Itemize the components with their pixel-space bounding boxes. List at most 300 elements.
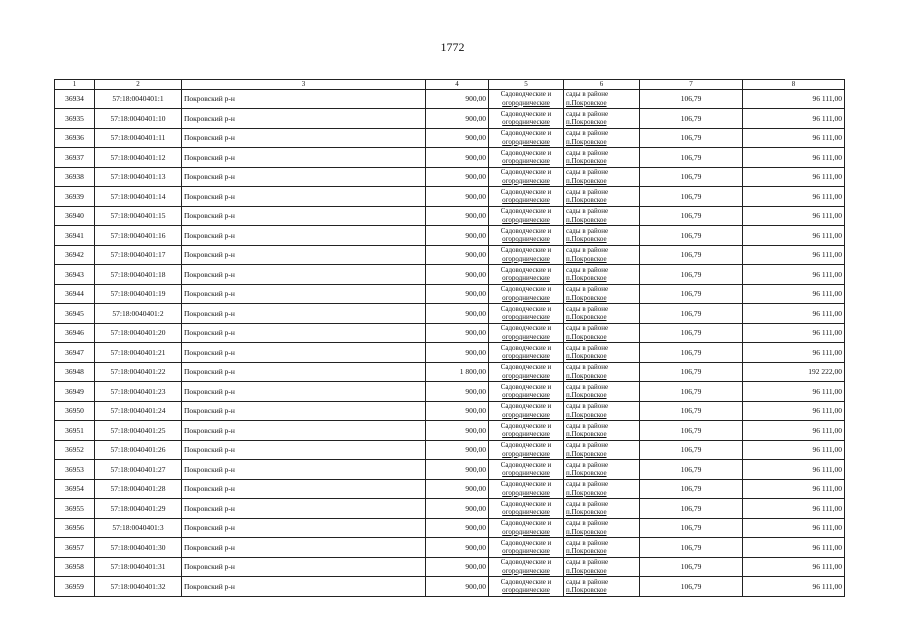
row-number-cell: 36938 <box>55 167 95 187</box>
area-cell: 900,00 <box>426 148 489 168</box>
purpose-line-1: Садоводческие и <box>500 129 552 138</box>
purpose-line-1: Садоводческие и <box>500 402 552 411</box>
area-cell: 900,00 <box>426 128 489 148</box>
purpose-line-1: Садоводческие и <box>500 285 552 294</box>
purpose-line-2: огороднические <box>502 566 550 575</box>
district-cell: Покровский р-н <box>182 148 426 168</box>
cadastral-rate-cell: 106,79 <box>640 109 743 129</box>
purpose-line-1: Садоводческие и <box>500 168 552 177</box>
land-use-cell <box>489 362 564 382</box>
land-use-cell <box>489 206 564 226</box>
purpose-line-2: огороднические <box>502 215 550 224</box>
table-row <box>55 226 845 246</box>
cadastral-number-cell: 57:18:0040401:27 <box>95 460 182 480</box>
area-cell: 900,00 <box>426 304 489 324</box>
cadastral-number-cell: 57:18:0040401:12 <box>95 148 182 168</box>
location-cell <box>564 148 640 168</box>
location-cell <box>564 187 640 207</box>
table-row <box>55 518 845 538</box>
cadastral-rate-cell: 106,79 <box>640 323 743 343</box>
cadastral-number-cell: 57:18:0040401:30 <box>95 538 182 558</box>
area-cell: 900,00 <box>426 499 489 519</box>
purpose-line-1: Садоводческие и <box>500 577 552 586</box>
location-line-1: сады в районе <box>566 538 609 547</box>
table-row <box>55 265 845 285</box>
purpose-line-1: Садоводческие и <box>500 441 552 450</box>
location-line-2: п.Покровское <box>566 176 607 185</box>
row-number-cell: 36953 <box>55 460 95 480</box>
table-row <box>55 382 845 402</box>
row-number-cell: 36946 <box>55 323 95 343</box>
cadastral-number-cell: 57:18:0040401:26 <box>95 440 182 460</box>
table-row <box>55 343 845 363</box>
cadastral-rate-cell: 106,79 <box>640 479 743 499</box>
purpose-line-2: огороднические <box>502 157 550 166</box>
cadastral-value-cell: 96 111,00 <box>743 479 845 499</box>
purpose-line-1: Садоводческие и <box>500 538 552 547</box>
purpose-line-2: огороднические <box>502 235 550 244</box>
cadastral-rate-cell: 106,79 <box>640 206 743 226</box>
purpose-line-1: Садоводческие и <box>500 421 552 430</box>
land-use-cell <box>489 577 564 597</box>
cadastral-rate-cell: 106,79 <box>640 557 743 577</box>
purpose-line-2: огороднические <box>502 391 550 400</box>
land-use-cell <box>489 187 564 207</box>
location-line-2: п.Покровское <box>566 196 607 205</box>
cadastral-number-cell: 57:18:0040401:15 <box>95 206 182 226</box>
purpose-line-2: огороднические <box>502 469 550 478</box>
purpose-line-2: огороднические <box>502 176 550 185</box>
location-line-2: п.Покровское <box>566 352 607 361</box>
cadastral-number-cell: 57:18:0040401:18 <box>95 265 182 285</box>
row-number-cell: 36954 <box>55 479 95 499</box>
location-line-1: сады в районе <box>566 441 609 450</box>
cadastral-number-cell: 57:18:0040401:22 <box>95 362 182 382</box>
purpose-line-1: Садоводческие и <box>500 304 552 313</box>
cadastral-number-cell: 57:18:0040401:13 <box>95 167 182 187</box>
land-use-cell <box>489 401 564 421</box>
cadastral-value-cell: 96 111,00 <box>743 518 845 538</box>
purpose-line-1: Садоводческие и <box>500 265 552 274</box>
cadastral-rate-cell: 106,79 <box>640 382 743 402</box>
location-line-2: п.Покровское <box>566 527 607 536</box>
area-cell: 900,00 <box>426 421 489 441</box>
row-number-cell: 36943 <box>55 265 95 285</box>
purpose-line-2: огороднические <box>502 352 550 361</box>
purpose-line-2: огороднические <box>502 547 550 556</box>
area-cell: 900,00 <box>426 284 489 304</box>
area-cell: 900,00 <box>426 89 489 109</box>
land-use-cell <box>489 499 564 519</box>
row-number-cell: 36941 <box>55 226 95 246</box>
row-number-cell: 36936 <box>55 128 95 148</box>
purpose-line-1: Садоводческие и <box>500 519 552 528</box>
cadastral-number-cell: 57:18:0040401:24 <box>95 401 182 421</box>
location-line-1: сады в районе <box>566 129 609 138</box>
location-line-1: сады в районе <box>566 304 609 313</box>
location-line-2: п.Покровское <box>566 215 607 224</box>
cadastral-number-cell: 57:18:0040401:28 <box>95 479 182 499</box>
cadastral-number-cell: 57:18:0040401:17 <box>95 245 182 265</box>
district-cell: Покровский р-н <box>182 89 426 109</box>
location-cell <box>564 284 640 304</box>
land-use-cell <box>489 226 564 246</box>
row-number-cell: 36950 <box>55 401 95 421</box>
location-line-1: сады в районе <box>566 246 609 255</box>
purpose-line-1: Садоводческие и <box>500 324 552 333</box>
purpose-line-2: огороднические <box>502 196 550 205</box>
table-row <box>55 577 845 597</box>
cadastral-number-cell: 57:18:0040401:10 <box>95 109 182 129</box>
cadastral-rate-cell: 106,79 <box>640 89 743 109</box>
location-cell <box>564 479 640 499</box>
area-cell: 900,00 <box>426 226 489 246</box>
cadastral-rate-cell: 106,79 <box>640 304 743 324</box>
location-cell <box>564 206 640 226</box>
location-line-1: сады в районе <box>566 499 609 508</box>
district-cell: Покровский р-н <box>182 226 426 246</box>
row-number-cell: 36935 <box>55 109 95 129</box>
land-use-cell <box>489 128 564 148</box>
cadastral-rate-cell: 106,79 <box>640 148 743 168</box>
row-number-cell: 36948 <box>55 362 95 382</box>
row-number-cell: 36939 <box>55 187 95 207</box>
location-line-2: п.Покровское <box>566 410 607 419</box>
purpose-line-2: огороднические <box>502 586 550 595</box>
location-line-2: п.Покровское <box>566 586 607 595</box>
cadastral-rate-cell: 106,79 <box>640 401 743 421</box>
purpose-line-2: огороднические <box>502 449 550 458</box>
purpose-line-1: Садоводческие и <box>500 558 552 567</box>
table-row <box>55 499 845 519</box>
location-line-2: п.Покровское <box>566 235 607 244</box>
table-row <box>55 128 845 148</box>
purpose-line-2: огороднические <box>502 313 550 322</box>
cadastral-number-cell: 57:18:0040401:25 <box>95 421 182 441</box>
area-cell: 900,00 <box>426 382 489 402</box>
cadastral-rate-cell: 106,79 <box>640 538 743 558</box>
location-cell <box>564 362 640 382</box>
land-use-cell <box>489 265 564 285</box>
location-cell <box>564 499 640 519</box>
location-line-1: сады в районе <box>566 402 609 411</box>
location-line-2: п.Покровское <box>566 488 607 497</box>
land-use-cell <box>489 440 564 460</box>
row-number-cell: 36940 <box>55 206 95 226</box>
purpose-line-1: Садоводческие и <box>500 382 552 391</box>
cadastral-value-cell: 96 111,00 <box>743 401 845 421</box>
location-line-2: п.Покровское <box>566 391 607 400</box>
land-use-cell <box>489 245 564 265</box>
area-cell: 900,00 <box>426 577 489 597</box>
location-line-1: сады в районе <box>566 285 609 294</box>
cadastral-number-cell: 57:18:0040401:23 <box>95 382 182 402</box>
location-line-1: сады в районе <box>566 343 609 352</box>
cadastral-number-cell: 57:18:0040401:16 <box>95 226 182 246</box>
area-cell: 900,00 <box>426 557 489 577</box>
location-line-2: п.Покровское <box>566 293 607 302</box>
row-number-cell: 36947 <box>55 343 95 363</box>
district-cell: Покровский р-н <box>182 167 426 187</box>
table-row <box>55 323 845 343</box>
location-line-1: сады в районе <box>566 382 609 391</box>
location-cell <box>564 518 640 538</box>
land-use-cell <box>489 557 564 577</box>
land-use-cell <box>489 479 564 499</box>
district-cell: Покровский р-н <box>182 343 426 363</box>
district-cell: Покровский р-н <box>182 128 426 148</box>
location-line-1: сады в районе <box>566 577 609 586</box>
cadastral-value-cell: 96 111,00 <box>743 440 845 460</box>
row-number-cell: 36934 <box>55 89 95 109</box>
cadastral-value-cell: 96 111,00 <box>743 206 845 226</box>
cadastral-number-cell: 57:18:0040401:1 <box>95 89 182 109</box>
location-line-2: п.Покровское <box>566 137 607 146</box>
cadastral-rate-cell: 106,79 <box>640 187 743 207</box>
district-cell: Покровский р-н <box>182 362 426 382</box>
location-line-1: сады в районе <box>566 168 609 177</box>
location-line-2: п.Покровское <box>566 547 607 556</box>
cadastral-rate-cell: 106,79 <box>640 460 743 480</box>
cadastral-number-cell: 57:18:0040401:20 <box>95 323 182 343</box>
purpose-line-1: Садоводческие и <box>500 480 552 489</box>
cadastral-rate-cell: 106,79 <box>640 245 743 265</box>
district-cell: Покровский р-н <box>182 265 426 285</box>
column-header: 1 <box>55 80 95 90</box>
table-row <box>55 440 845 460</box>
table-row <box>55 284 845 304</box>
cadastral-number-cell: 57:18:0040401:3 <box>95 518 182 538</box>
location-cell <box>564 323 640 343</box>
cadastral-value-cell: 192 222,00 <box>743 362 845 382</box>
purpose-line-2: огороднические <box>502 118 550 127</box>
area-cell: 900,00 <box>426 245 489 265</box>
row-number-cell: 36942 <box>55 245 95 265</box>
district-cell: Покровский р-н <box>182 323 426 343</box>
location-line-1: сады в районе <box>566 558 609 567</box>
cadastral-rate-cell: 106,79 <box>640 343 743 363</box>
cadastral-number-cell: 57:18:0040401:29 <box>95 499 182 519</box>
location-line-1: сады в районе <box>566 109 609 118</box>
area-cell: 1 800,00 <box>426 362 489 382</box>
purpose-line-2: огороднические <box>502 430 550 439</box>
area-cell: 900,00 <box>426 323 489 343</box>
cadastral-rate-cell: 106,79 <box>640 518 743 538</box>
land-use-cell <box>489 460 564 480</box>
district-cell: Покровский р-н <box>182 557 426 577</box>
land-use-cell <box>489 382 564 402</box>
row-number-cell: 36959 <box>55 577 95 597</box>
cadastral-value-cell: 96 111,00 <box>743 460 845 480</box>
location-cell <box>564 128 640 148</box>
purpose-line-2: огороднические <box>502 137 550 146</box>
purpose-line-2: огороднические <box>502 527 550 536</box>
location-cell <box>564 460 640 480</box>
location-line-2: п.Покровское <box>566 274 607 283</box>
district-cell: Покровский р-н <box>182 577 426 597</box>
purpose-line-1: Садоводческие и <box>500 109 552 118</box>
area-cell: 900,00 <box>426 109 489 129</box>
row-number-cell: 36949 <box>55 382 95 402</box>
location-line-1: сады в районе <box>566 363 609 372</box>
district-cell: Покровский р-н <box>182 206 426 226</box>
land-use-cell <box>489 538 564 558</box>
cadastral-number-cell: 57:18:0040401:32 <box>95 577 182 597</box>
column-header: 5 <box>489 80 564 90</box>
location-line-1: сады в районе <box>566 480 609 489</box>
cadastral-value-cell: 96 111,00 <box>743 89 845 109</box>
land-use-cell <box>489 323 564 343</box>
cadastral-number-cell: 57:18:0040401:2 <box>95 304 182 324</box>
location-line-2: п.Покровское <box>566 371 607 380</box>
area-cell: 900,00 <box>426 206 489 226</box>
cadastral-value-cell: 96 111,00 <box>743 538 845 558</box>
purpose-line-2: огороднические <box>502 98 550 107</box>
table-body <box>55 89 845 596</box>
land-use-cell <box>489 284 564 304</box>
cadastral-value-cell: 96 111,00 <box>743 265 845 285</box>
location-cell <box>564 304 640 324</box>
purpose-line-2: огороднические <box>502 254 550 263</box>
table-row <box>55 421 845 441</box>
location-cell <box>564 557 640 577</box>
location-line-1: сады в районе <box>566 460 609 469</box>
location-cell <box>564 538 640 558</box>
location-line-2: п.Покровское <box>566 118 607 127</box>
row-number-cell: 36937 <box>55 148 95 168</box>
table-row <box>55 479 845 499</box>
table-row <box>55 304 845 324</box>
table-row <box>55 460 845 480</box>
cadastral-value-cell: 96 111,00 <box>743 284 845 304</box>
cadastral-value-cell: 96 111,00 <box>743 148 845 168</box>
district-cell: Покровский р-н <box>182 479 426 499</box>
cadastral-rate-cell: 106,79 <box>640 362 743 382</box>
purpose-line-1: Садоводческие и <box>500 246 552 255</box>
location-line-1: сады в районе <box>566 324 609 333</box>
purpose-line-1: Садоводческие и <box>500 499 552 508</box>
cadastral-rate-cell: 106,79 <box>640 226 743 246</box>
area-cell: 900,00 <box>426 440 489 460</box>
row-number-cell: 36957 <box>55 538 95 558</box>
cadastral-value-cell: 96 111,00 <box>743 226 845 246</box>
purpose-line-1: Садоводческие и <box>500 460 552 469</box>
location-line-1: сады в районе <box>566 226 609 235</box>
column-header: 2 <box>95 80 182 90</box>
land-use-cell <box>489 304 564 324</box>
cadastral-value-cell: 96 111,00 <box>743 109 845 129</box>
land-registry-table <box>54 79 845 597</box>
table-row <box>55 245 845 265</box>
district-cell: Покровский р-н <box>182 401 426 421</box>
location-cell <box>564 245 640 265</box>
cadastral-rate-cell: 106,79 <box>640 284 743 304</box>
purpose-line-1: Садоводческие и <box>500 187 552 196</box>
location-line-1: сады в районе <box>566 519 609 528</box>
district-cell: Покровский р-н <box>182 187 426 207</box>
table-row <box>55 148 845 168</box>
location-line-2: п.Покровское <box>566 508 607 517</box>
location-line-1: сады в районе <box>566 90 609 99</box>
location-cell <box>564 109 640 129</box>
cadastral-number-cell: 57:18:0040401:14 <box>95 187 182 207</box>
location-line-1: сады в районе <box>566 207 609 216</box>
area-cell: 900,00 <box>426 343 489 363</box>
cadastral-rate-cell: 106,79 <box>640 440 743 460</box>
table-row <box>55 109 845 129</box>
cadastral-value-cell: 96 111,00 <box>743 245 845 265</box>
cadastral-rate-cell: 106,79 <box>640 265 743 285</box>
area-cell: 900,00 <box>426 538 489 558</box>
location-cell <box>564 343 640 363</box>
cadastral-value-cell: 96 111,00 <box>743 187 845 207</box>
purpose-line-1: Садоводческие и <box>500 363 552 372</box>
location-cell <box>564 382 640 402</box>
location-cell <box>564 167 640 187</box>
cadastral-value-cell: 96 111,00 <box>743 577 845 597</box>
purpose-line-2: огороднические <box>502 371 550 380</box>
location-cell <box>564 421 640 441</box>
area-cell: 900,00 <box>426 460 489 480</box>
location-line-2: п.Покровское <box>566 332 607 341</box>
cadastral-value-cell: 96 111,00 <box>743 499 845 519</box>
column-header: 8 <box>743 80 845 90</box>
table-row <box>55 401 845 421</box>
cadastral-value-cell: 96 111,00 <box>743 557 845 577</box>
column-header: 4 <box>426 80 489 90</box>
cadastral-number-cell: 57:18:0040401:21 <box>95 343 182 363</box>
table-row <box>55 557 845 577</box>
district-cell: Покровский р-н <box>182 499 426 519</box>
location-cell <box>564 265 640 285</box>
location-line-2: п.Покровское <box>566 430 607 439</box>
row-number-cell: 36944 <box>55 284 95 304</box>
table-row <box>55 187 845 207</box>
table-row <box>55 538 845 558</box>
purpose-line-1: Садоводческие и <box>500 226 552 235</box>
land-use-cell <box>489 167 564 187</box>
row-number-cell: 36951 <box>55 421 95 441</box>
location-line-1: сады в районе <box>566 421 609 430</box>
location-cell <box>564 440 640 460</box>
area-cell: 900,00 <box>426 518 489 538</box>
cadastral-value-cell: 96 111,00 <box>743 304 845 324</box>
location-line-2: п.Покровское <box>566 313 607 322</box>
cadastral-value-cell: 96 111,00 <box>743 128 845 148</box>
area-cell: 900,00 <box>426 401 489 421</box>
land-use-cell <box>489 109 564 129</box>
purpose-line-1: Садоводческие и <box>500 90 552 99</box>
location-line-1: сады в районе <box>566 148 609 157</box>
location-line-1: сады в районе <box>566 187 609 196</box>
purpose-line-2: огороднические <box>502 274 550 283</box>
cadastral-value-cell: 96 111,00 <box>743 343 845 363</box>
row-number-cell: 36958 <box>55 557 95 577</box>
row-number-cell: 36952 <box>55 440 95 460</box>
location-line-2: п.Покровское <box>566 98 607 107</box>
cadastral-value-cell: 96 111,00 <box>743 382 845 402</box>
cadastral-rate-cell: 106,79 <box>640 577 743 597</box>
district-cell: Покровский р-н <box>182 538 426 558</box>
area-cell: 900,00 <box>426 265 489 285</box>
district-cell: Покровский р-н <box>182 284 426 304</box>
area-cell: 900,00 <box>426 167 489 187</box>
cadastral-number-cell: 57:18:0040401:19 <box>95 284 182 304</box>
district-cell: Покровский р-н <box>182 421 426 441</box>
column-header: 6 <box>564 80 640 90</box>
row-number-cell: 36956 <box>55 518 95 538</box>
purpose-line-2: огороднические <box>502 410 550 419</box>
